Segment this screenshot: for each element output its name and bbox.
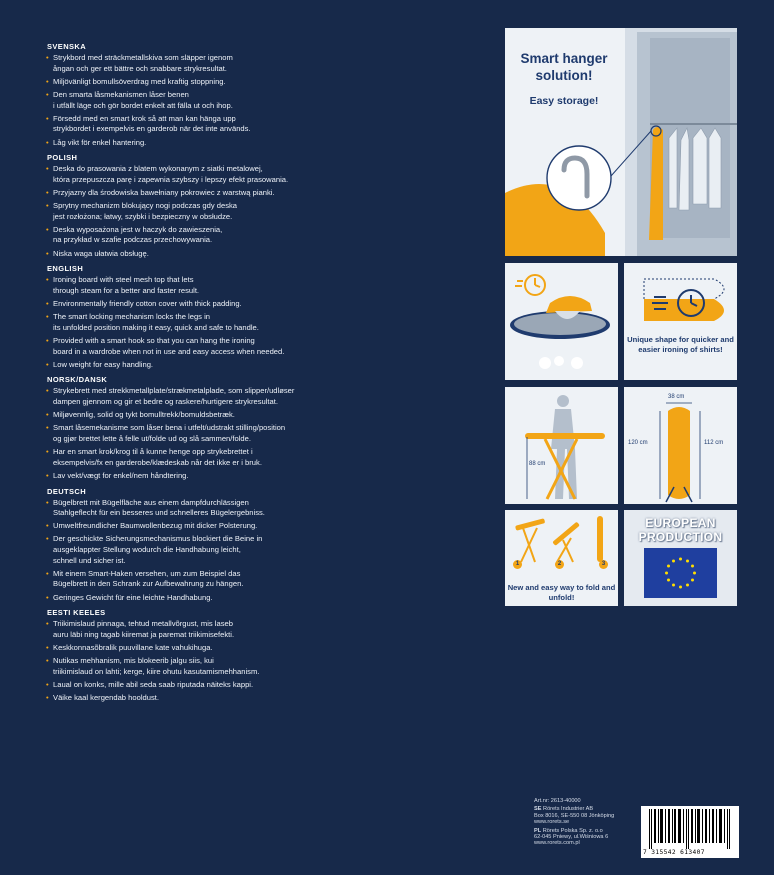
- hanger-title: Smart hanger solution!: [520, 51, 608, 83]
- list-item: • Låg vikt för enkel hantering.: [47, 138, 447, 149]
- iron-board-illustration: [505, 263, 618, 380]
- list-item: • Försedd med en smart krok så att man kan hänga upp strykbordet i exempelvis en garderob när det inte används.: [47, 114, 447, 135]
- section-svenska: [47, 42, 447, 148]
- barcode-digits: 7 315542 613407: [643, 849, 705, 856]
- list-item: • Strykebrett med strekkmetallplate/strækmetalplade, som slipper/udløser dampen gjennom og gir et bedre og raskere/hurtigere strykresultat.: [47, 386, 447, 407]
- list-item: • Triikimislaud pinnaga, tehtud metallvõrgust, mis laseb auru läbi ning tagab kiiremat ja paremat triikimisefekti.: [47, 619, 447, 640]
- feature-list: [47, 498, 447, 604]
- list-item: • Sprytny mechanizm blokujący nogi podczas gdy deska jest rozłożona; łatwy, szybki i bezpieczny w obsłudze.: [47, 201, 447, 222]
- list-item: • Den smarta låsmekanismen låser benen i utfällt läge och gör bordet enkelt att fälla ut och ihop.: [47, 90, 447, 111]
- height-left-label: 120 cm: [628, 440, 648, 446]
- barcode: [641, 806, 739, 858]
- list-item: • Miljøvennlig, solid og tykt bomulltrekk/bomuldsbetræk.: [47, 410, 447, 421]
- section-heading: DEUTSCH: [47, 486, 87, 496]
- pl-address: 62-045 Pniewy, ul.Wiśniowa 6: [534, 834, 609, 841]
- article-number: Art.nr: 2613-40000: [534, 798, 581, 804]
- width-label: 38 cm: [668, 394, 685, 400]
- feature-list: [47, 619, 447, 704]
- steam-ironing-panel: [505, 263, 618, 380]
- eu-flag-icon: [644, 548, 717, 598]
- list-item: • Strykbord med sträckmetallskiva som släpper igenom ångan och ger ett bättre och snabbare strykresultat.: [47, 53, 447, 74]
- eu-title: EUROPEAN PRODUCTION: [638, 516, 723, 544]
- dimensions-panel: [624, 387, 737, 504]
- fold-panel: [505, 510, 618, 606]
- smart-hanger-panel: [505, 28, 737, 256]
- hanger-subtitle: Easy storage!: [529, 95, 599, 107]
- pl-website-link[interactable]: www.rorets.com.pl: [534, 840, 580, 847]
- list-item: • Lav vekt/vægt for enkel/nem håndtering.: [47, 471, 447, 482]
- se-company: Rörets Industrier AB: [543, 806, 594, 813]
- list-item: • Miljövänligt bomullsöverdrag med kraftig stoppning.: [47, 77, 447, 88]
- list-item: • Väike kaal kergendab hooldust.: [47, 693, 447, 704]
- list-item: • Geringes Gewicht für eine leichte Handhabung.: [47, 593, 447, 604]
- section-heading: POLISH: [47, 153, 78, 163]
- section-polish: [47, 153, 447, 259]
- section-norsk-dansk: [47, 375, 447, 481]
- pl-company: Rörets Polska Sp. z. o.o: [542, 827, 603, 834]
- fold-step-2-badge: 2: [555, 560, 564, 569]
- european-production-panel: [624, 510, 737, 606]
- feature-text-column: [47, 42, 447, 709]
- fold-step-3-badge: 3: [599, 560, 608, 569]
- list-item: • The smart locking mechanism locks the legs in its unfolded position making it easy, quick and safe to handle.: [47, 312, 447, 333]
- list-item: • Laual on konks, mille abil seda saab riputada näiteks kappi.: [47, 680, 447, 691]
- list-item: • Har en smart krok/krog til å kunne henge opp strykebrettet i eksempelvis/fx en garderobe/klædeskab når det ikke er i bruk.: [47, 447, 447, 468]
- fold-step-1-badge: 1: [513, 560, 522, 569]
- list-item: • Low weight for easy handling.: [47, 360, 447, 371]
- list-item: • Przyjazny dla środowiska bawełniany pokrowiec z warstwą pianki.: [47, 188, 447, 199]
- shape-caption: Unique shape for quicker and easier ironing of shirts!: [627, 335, 734, 354]
- list-item: • Provided with a smart hook so that you can hang the ironing board in a wardrobe when not in use and easy access when needed.: [47, 336, 447, 357]
- height-right-label: 112 cm: [704, 440, 724, 446]
- section-heading: ENGLISH: [47, 264, 84, 274]
- feature-list: [47, 275, 447, 370]
- list-item: • Deska do prasowania z blatem wykonanym z siatki metalowej, która przepuszcza parę i zapewnia szybszy i lepszy efekt prasowania.: [47, 164, 447, 185]
- list-item: • Umweltfreundlicher Baumwollenbezug mit dicker Polsterung.: [47, 521, 447, 532]
- section-english: [47, 264, 447, 370]
- list-item: • Nutikas mehhanism, mis blokeerib jalgu siis, kui triikimislaud on lahti; kerge, kiire ohutu kasutamismehhanism.: [47, 656, 447, 677]
- feature-list: [47, 53, 447, 148]
- person-ironing-illustration: [505, 387, 618, 504]
- list-item: • Der geschickte Sicherungsmechanismus blockiert die Beine in ausgeklappter Stellung wodurch die Handhabung leicht, schnell und sicher ist.: [47, 534, 447, 566]
- feature-list: [47, 386, 447, 481]
- list-item: • Smart låsemekanisme som låser bena i utfelt/udstrakt stilling/position og gjør brettet lette å felle ut/folde ud og slå sammen/folde.: [47, 423, 447, 444]
- list-item: • Niska waga ułatwia obsługę.: [47, 249, 447, 260]
- section-heading: SVENSKA: [47, 42, 87, 51]
- fold-caption: New and easy way to fold and unfold!: [507, 583, 616, 602]
- feature-list: [47, 164, 447, 259]
- se-country-code: SE: [534, 806, 542, 813]
- unique-shape-panel: [624, 263, 737, 380]
- section-eesti-keeles: [47, 608, 447, 704]
- list-item: • Mit einem Smart-Haken versehen, um zum Beispiel das Bügelbrett in den Schrank zur Aufbewahrung zu hängen.: [47, 569, 447, 590]
- list-item: • Environmentally friendly cotton cover with thick padding.: [47, 299, 447, 310]
- height-panel: [505, 387, 618, 504]
- section-deutsch: [47, 487, 447, 604]
- list-item: • Deska wyposażona jest w haczyk do zawieszenia, na przykład w szafie podczas przechowywania.: [47, 225, 447, 246]
- se-website-link[interactable]: www.rorets.se: [534, 819, 570, 826]
- pl-country-code: PL: [534, 827, 542, 834]
- company-info: [534, 798, 644, 847]
- barcode-bars-icon: [641, 806, 739, 850]
- section-heading: NORSK/DANSK: [47, 375, 108, 385]
- list-item: • Ironing board with steel mesh top that lets through steam for a better and faster result.: [47, 275, 447, 296]
- list-item: • Keskkonnasõbralik puuvillane kate vahukihuga.: [47, 643, 447, 654]
- stopwatch-board-icon: [624, 263, 737, 380]
- section-heading: EESTI KEELES: [47, 608, 106, 618]
- list-item: • Bügelbrett mit Bügelfläche aus einem dampfdurchlässigen Stahlgeflecht für ein besseres und schnelleres Bügelergebniss.: [47, 498, 447, 519]
- se-address: Box 8016, SE-550 08 Jönköping: [534, 812, 615, 819]
- board-height-label: 88 cm: [529, 461, 546, 467]
